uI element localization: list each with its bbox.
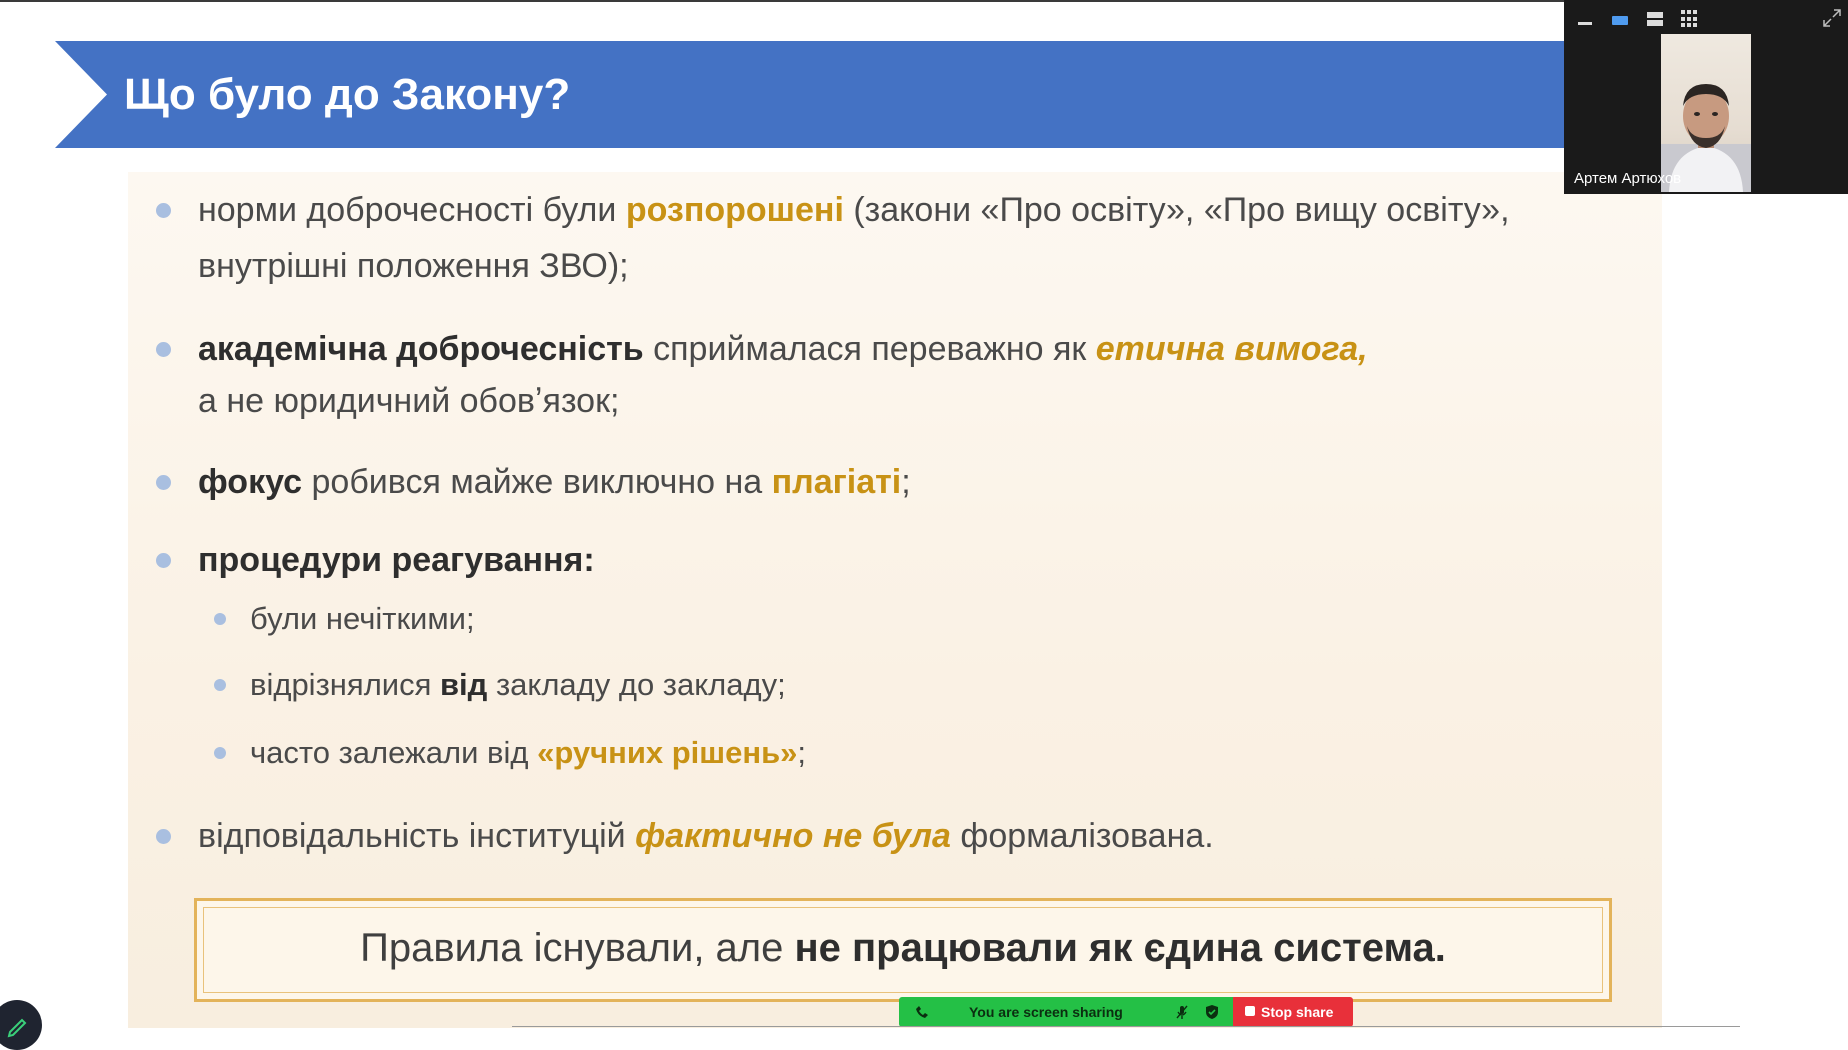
screen-share-bar	[899, 997, 1353, 1027]
text-run: ;	[901, 463, 911, 501]
bullet-dot	[214, 679, 226, 691]
bullet-text	[250, 593, 1662, 645]
bullet-text	[198, 456, 1628, 508]
window-top-border	[0, 0, 1566, 2]
text-run: норми доброчесності були	[198, 191, 626, 229]
pen-icon	[0, 1008, 30, 1038]
text-run: Правила існували, але	[360, 926, 795, 970]
bullet-text	[198, 534, 1628, 586]
text-run: (закони «Про освіту», «Про вищу освіту»,	[843, 191, 1510, 229]
bullet-text	[198, 184, 1628, 292]
bullet-dot	[156, 475, 171, 490]
shield-icon[interactable]	[1204, 1004, 1220, 1020]
grid-view-icon[interactable]	[1681, 10, 1699, 28]
text-run: процедури реагування:	[198, 541, 595, 579]
text-run: не працювали як єдина система.	[794, 926, 1446, 970]
bullet-text	[250, 727, 1662, 779]
taskbar-divider	[512, 1026, 1740, 1027]
bullet-line	[250, 659, 1662, 711]
participant-video	[1661, 34, 1751, 192]
share-status-text: You are screen sharing	[969, 1004, 1123, 1020]
bullet-dot	[156, 203, 171, 218]
slide-title: Що було до Закону?	[124, 70, 571, 119]
bullet-text	[250, 659, 1662, 711]
bullet-line	[198, 456, 1628, 508]
text-run: від	[440, 667, 488, 702]
bullet-dot	[156, 342, 171, 357]
share-status-pill[interactable]	[899, 997, 1233, 1027]
bullet-text	[198, 323, 1628, 427]
conclusion-callout	[194, 898, 1612, 1002]
text-run: ;	[797, 735, 807, 770]
stop-share-label: Stop share	[1261, 1004, 1334, 1020]
text-run: робився майже виключно на	[302, 463, 772, 501]
participant-avatar	[1661, 34, 1751, 192]
video-panel	[1564, 0, 1848, 194]
title-banner	[55, 41, 1565, 148]
bullet-line	[198, 810, 1628, 862]
bullet-dot	[214, 747, 226, 759]
participant-name: Артем Артюхов	[1574, 170, 1682, 187]
text-run: етична вимога,	[1095, 330, 1368, 368]
text-run: «ручних рішень»	[537, 735, 798, 770]
mic-muted-icon[interactable]	[1174, 1004, 1190, 1020]
bullet-text	[198, 810, 1628, 862]
stop-share-button[interactable]	[1233, 997, 1353, 1027]
stop-icon	[1245, 1006, 1255, 1016]
bullet-line	[198, 323, 1628, 375]
bullet-dot	[214, 613, 226, 625]
text-run: академічна доброчесність	[198, 330, 644, 368]
phone-icon	[913, 1004, 929, 1020]
bullet-dot	[156, 829, 171, 844]
text-run: сприймалася переважно як	[643, 330, 1096, 368]
bullet-line: внутрішні положення ЗВО);	[198, 247, 629, 285]
text-run: закладу до закладу;	[487, 667, 786, 702]
speaker-view-icon[interactable]	[1611, 10, 1629, 28]
text-run: плагіаті	[771, 463, 902, 501]
bullet-dot	[156, 553, 171, 568]
bullet-line: а не юридичний обовʼязок;	[198, 382, 620, 420]
text-run: фокус	[198, 463, 303, 501]
gallery-view-icon[interactable]	[1646, 10, 1664, 28]
bullet-line	[198, 534, 1628, 586]
minimize-icon[interactable]	[1576, 10, 1594, 28]
text-run: часто залежали від	[250, 735, 538, 770]
text-run: відповідальність інституцій	[198, 817, 636, 855]
text-run: формалізована.	[950, 817, 1214, 855]
expand-icon[interactable]	[1822, 8, 1842, 28]
bullet-line	[198, 184, 1628, 236]
callout-text	[203, 907, 1603, 993]
slide-content	[128, 172, 1662, 1028]
bullet-line	[250, 727, 1662, 779]
bullet-line	[250, 593, 1662, 645]
text-run: розпорошені	[625, 191, 844, 229]
text-run: фактично не була	[635, 817, 951, 855]
text-run: відрізнялися	[250, 667, 440, 702]
text-run: були нечіткими;	[250, 601, 475, 636]
